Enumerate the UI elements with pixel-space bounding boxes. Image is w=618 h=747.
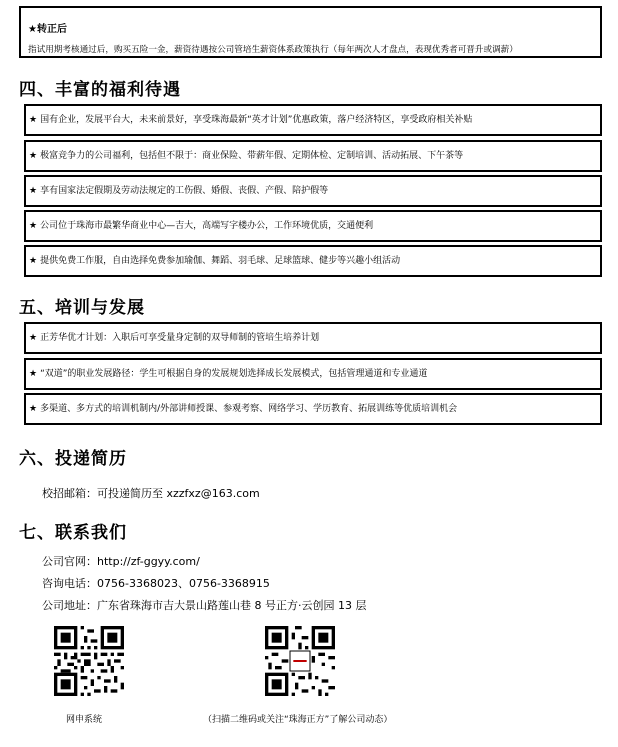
box-body: 指试用期考核通过后，购买五险一金，薪资待遇按公司管培生薪资体系政策执行（每年两次人才盘点，表现优秀者可晋升或调薪） [28,45,518,55]
benefit-row [24,245,602,277]
qr-code-application-icon [54,626,124,696]
star-icon: ★ [29,256,38,266]
benefit-row [24,210,602,242]
box-title: ★转正后 [28,24,67,35]
qr-code-wechat-icon [265,626,335,696]
benefit-row [24,104,602,136]
qr-right-caption: （扫描二维码或关注“珠海正方”了解公司动态） [203,715,393,725]
star-icon: ★ [29,333,38,343]
company-address: 公司地址：广东省珠海市吉大景山路莲山巷 8 号正方·云创园 13 层 [42,599,367,612]
benefit-text: 公司位于珠海市最繁华商业中心—吉大，高端写字楼办公，工作环境优质，交通便利 [40,221,374,231]
star-icon: ★ [29,221,38,231]
benefit-text: 享有国家法定假期及劳动法规定的工伤假、婚假、丧假、产假、陪护假等 [40,186,329,196]
section7-heading: 七、联系我们 [19,523,127,543]
training-row [24,322,602,354]
star-icon: ★ [29,404,38,414]
star-icon: ★ [29,115,38,125]
recruit-email: 校招邮箱：可投递简历至 xzzfxz@163.com [42,487,260,500]
section6-heading: 六、投递简历 [19,449,127,469]
training-row [24,393,602,425]
star-icon: ★ [29,151,38,161]
benefit-text: 国有企业，发展平台大，未来前景好，享受珠海最新“英才计划”优惠政策，落户经济特区，享受政府相关补贴 [40,115,473,125]
benefit-row [24,140,602,172]
benefit-row [24,175,602,207]
section5-heading: 五、培训与发展 [19,298,145,318]
qr-left-caption: 网申系统 [66,715,103,725]
benefit-text: 提供免费工作服，自由选择免费参加瑜伽、舞蹈、羽毛球、足球篮球、健步等兴趣小组活动 [40,256,401,266]
training-text: 正芳华优才计划：入职后可享受量身定制的双导师制的管培生培养计划 [40,333,320,343]
star-icon: ★ [29,369,38,379]
company-website: 公司官网：http://zf-ggyy.com/ [42,555,200,568]
training-row [24,358,602,390]
probation-box [19,6,602,58]
benefit-text: 极富竞争力的公司福利，包括但不限于：商业保险、带薪年假、定期体检、定制培训、活动拓展、下午茶等 [40,151,464,161]
contact-phone: 咨询电话：0756-3368023、0756-3368915 [42,577,270,590]
training-text: “双道”的职业发展路径：学生可根据自身的发展规划选择成长发展模式，包括管理通道和专业通道 [40,369,428,379]
star-icon: ★ [29,186,38,196]
section4-heading: 四、丰富的福利待遇 [19,80,181,100]
training-text: 多渠道、多方式的培训机制内/外部讲师授课、参观考察、网络学习、学历教育、拓展训练等优质培训机会 [40,404,458,414]
